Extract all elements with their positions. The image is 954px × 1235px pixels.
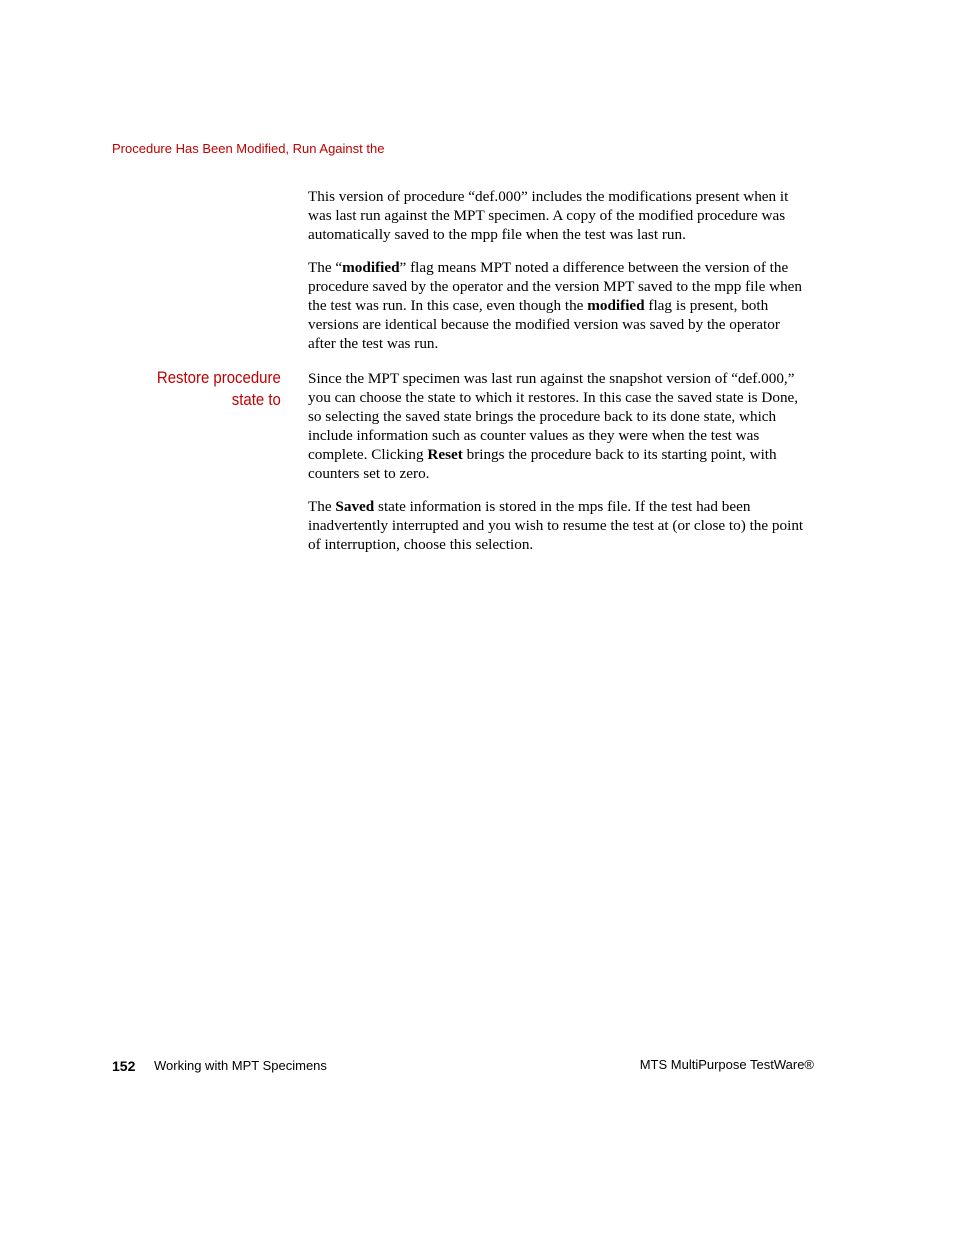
- footer-chapter-title: Working with MPT Specimens: [154, 1058, 327, 1073]
- text-run: The: [308, 498, 336, 515]
- text-line: was last run against the MPT specimen. A copy of the modified procedure was: [308, 207, 786, 224]
- footer-product-name: MTS MultiPurpose TestWare®: [639, 1057, 814, 1072]
- text-line: versions are identical because the modified version was saved by the operator: [308, 316, 780, 333]
- text-run: ” flag means MPT noted a difference between the version of the: [399, 259, 789, 276]
- bold-term: Saved: [335, 498, 375, 515]
- paragraph-def000-version: [308, 187, 813, 244]
- text-run: brings the procedure back to its starting point, with: [462, 446, 777, 463]
- text-line: counters set to zero.: [308, 465, 430, 482]
- running-head: Procedure Has Been Modified, Run Against the: [112, 141, 385, 156]
- text-run: complete. Clicking: [308, 446, 428, 463]
- side-heading-line: Restore procedure: [157, 368, 281, 387]
- text-line: so selecting the saved state brings the procedure back to its done state, which: [308, 408, 777, 425]
- page-number: 152: [112, 1058, 136, 1074]
- text-line: you can choose the state to which it restores. In this case the saved state is Done,: [308, 389, 799, 406]
- text-run: flag is present, both: [644, 297, 769, 314]
- text-line: after the test was run.: [308, 335, 439, 352]
- text-run: state information is stored in the mps file. If the test had been: [374, 498, 751, 515]
- bold-term: Reset: [427, 446, 463, 463]
- side-heading-restore-procedure: [157, 367, 281, 411]
- text-line: This version of procedure “def.000” includes the modifications present when it: [308, 188, 789, 205]
- text-line: of interruption, choose this selection.: [308, 536, 534, 553]
- text-line: procedure saved by the operator and the version MPT saved to the mpp file when: [308, 278, 803, 295]
- text-run: The “: [308, 259, 343, 276]
- text-line: [308, 296, 813, 315]
- paragraph-modified-flag: [308, 258, 813, 353]
- bold-term: modified: [342, 259, 400, 276]
- text-line: [308, 258, 813, 277]
- text-run: the test was run. In this case, even though the: [308, 297, 588, 314]
- text-line: automatically saved to the mpp file when the test was last run.: [308, 226, 686, 243]
- text-line: Since the MPT specimen was last run against the snapshot version of “def.000,”: [308, 370, 795, 387]
- text-line: include information such as counter values as they were when the test was: [308, 427, 760, 444]
- paragraph-restore-state: [308, 369, 813, 483]
- text-line: [308, 445, 813, 464]
- text-line: inadvertently interrupted and you wish to resume the test at (or close to) the point: [308, 517, 804, 534]
- side-heading-line: state to: [231, 390, 281, 409]
- bold-term: modified: [587, 297, 645, 314]
- paragraph-saved-state: [308, 497, 813, 554]
- text-line: [308, 497, 813, 516]
